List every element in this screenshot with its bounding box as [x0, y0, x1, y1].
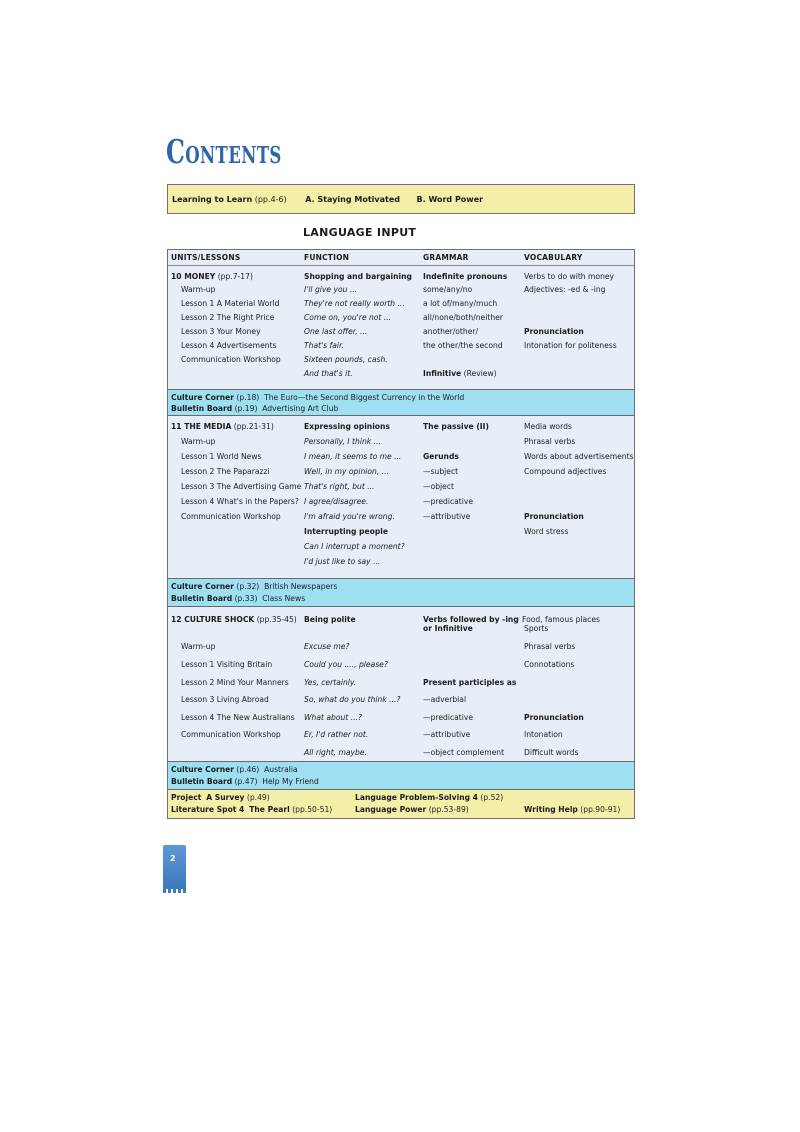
- lesson-item: Lesson 4 What's in the Papers?: [181, 497, 299, 506]
- function-item: And that's it.: [304, 369, 353, 378]
- learning-item-b: B. Word Power: [416, 195, 484, 204]
- function-item: What about ...?: [304, 713, 362, 722]
- grammar-title-2: Gerunds: [423, 452, 459, 461]
- pronunciation-item: Word stress: [524, 527, 569, 536]
- vocab-item: Adjectives: -ed & -ing: [524, 285, 606, 294]
- bulletin-board-line: Bulletin Board (p.33) Class News: [171, 594, 306, 603]
- function-item: Well, in my opinion, ...: [304, 467, 389, 476]
- pronunciation-item: Intonation: [524, 730, 563, 739]
- vocab-item: Words about advertisements: [524, 452, 634, 461]
- lesson-item: Lesson 4 Advertisements: [181, 341, 277, 350]
- pronunciation-item: Difficult words: [524, 748, 579, 757]
- grammar-item: all/none/both/neither: [423, 313, 503, 322]
- bulletin-board-line: Bulletin Board (p.47) Help My Friend: [171, 777, 319, 786]
- header-function: FUNCTION: [304, 253, 350, 262]
- grammar-title-2: Present participles as: [423, 678, 517, 687]
- grammar-title-2: Infinitive (Review): [423, 369, 497, 378]
- learning-label: Learning to Learn: [172, 195, 253, 204]
- grammar-item: —predicative: [423, 497, 474, 506]
- unit-12-extras-band: [168, 761, 634, 790]
- lesson-item: Lesson 3 Living Abroad: [181, 695, 269, 704]
- pronunciation-item: Intonation for politeness: [524, 341, 617, 350]
- grammar-item: the other/the second: [423, 341, 503, 350]
- grammar-title-cont: or Infinitive: [423, 624, 473, 633]
- vocab-item: Food, famous places: [522, 615, 600, 624]
- grammar-item: —object: [423, 482, 454, 491]
- footer-band: [168, 790, 634, 818]
- function-item: Yes, certainly.: [304, 678, 357, 687]
- function-item: One last offer, ...: [304, 327, 368, 336]
- grammar-item: some/any/no: [423, 285, 473, 294]
- lesson-item: Lesson 3 Your Money: [181, 327, 261, 336]
- grammar-item: —object complement: [423, 748, 505, 757]
- grammar-item: another/other/: [423, 327, 479, 336]
- function-item: Er, I'd rather not.: [304, 730, 369, 739]
- pronunciation-title: Pronunciation: [524, 327, 584, 336]
- lesson-item: Lesson 3 The Advertising Game: [181, 482, 302, 491]
- pronunciation-title: Pronunciation: [524, 512, 584, 521]
- function-item: I'll give you ...: [304, 285, 358, 294]
- unit-title: 12 CULTURE SHOCK (pp.35-45): [171, 615, 297, 624]
- vocab-item: Phrasal verbs: [524, 437, 576, 446]
- vocab-item: Compound adjectives: [524, 467, 607, 476]
- function-item: Sixteen pounds, cash.: [304, 355, 388, 364]
- grammar-item: —adverbial: [423, 695, 467, 704]
- grammar-item: a lot of/many/much: [423, 299, 498, 308]
- page-number-tab: [163, 845, 186, 889]
- project-line: Project A Survey (p.49): [171, 793, 270, 802]
- function-item: I agree/disagree.: [304, 497, 369, 506]
- function-item: Could you ...., please?: [304, 660, 388, 669]
- header-units: UNITS/LESSONS: [171, 253, 241, 262]
- unit-10-extras-band: [168, 389, 634, 416]
- function-item: I'd just like to say ...: [304, 557, 381, 566]
- lesson-item: Communication Workshop: [181, 512, 281, 521]
- literature-spot-line: Literature Spot 4 The Pearl (pp.50-51): [171, 805, 333, 814]
- unit-10-block: [168, 267, 634, 389]
- lesson-item: Warm-up: [181, 437, 216, 446]
- culture-corner-line: Culture Corner (p.18) The Euro—the Second Biggest Currency in the World: [171, 393, 465, 402]
- function-item: They're not really worth ...: [304, 299, 405, 308]
- vocab-item: Connotations: [524, 660, 575, 669]
- function-title-2: Interrupting people: [304, 527, 389, 536]
- grammar-title: The passive (II): [423, 422, 489, 431]
- vocab-item: Verbs to do with money: [524, 272, 615, 281]
- lesson-item: Warm-up: [181, 642, 216, 651]
- lesson-item: Communication Workshop: [181, 355, 281, 364]
- culture-corner-line: Culture Corner (p.32) British Newspapers: [171, 582, 338, 591]
- unit-12-block: [168, 608, 634, 761]
- lesson-item: Lesson 1 World News: [181, 452, 262, 461]
- grammar-title: Indefinite pronouns: [423, 272, 508, 281]
- function-item: That's right, but ...: [304, 482, 375, 491]
- contents-table: [167, 249, 635, 819]
- vocab-item: Media words: [524, 422, 572, 431]
- learning-pages: (pp.4-6): [254, 195, 287, 204]
- unit-title: 10 MONEY (pp.7-17): [171, 272, 253, 281]
- grammar-item: —attributive: [423, 730, 471, 739]
- language-problem-solving-line: Language Problem-Solving 4 (p.52): [355, 793, 504, 802]
- page-title: Contents: [166, 132, 282, 171]
- grammar-item: —predicative: [423, 713, 474, 722]
- lesson-item: Lesson 1 A Material World: [181, 299, 280, 308]
- lesson-item: Lesson 2 Mind Your Manners: [181, 678, 289, 687]
- section-heading: LANGUAGE INPUT: [303, 226, 417, 239]
- function-item: I'm afraid you're wrong.: [304, 512, 395, 521]
- learning-to-learn-box: [167, 184, 635, 214]
- page-number: 2: [170, 854, 176, 863]
- unit-11-block: [168, 417, 634, 578]
- header-vocabulary: VOCABULARY: [524, 253, 583, 262]
- table-header-row: [168, 250, 634, 266]
- learning-item-a: A. Staying Motivated: [305, 195, 400, 204]
- function-title: Shopping and bargaining: [304, 272, 412, 281]
- header-grammar: GRAMMAR: [423, 253, 469, 262]
- vocab-item: Sports: [524, 624, 549, 633]
- function-item: So, what do you think ...?: [304, 695, 401, 704]
- lesson-item: Communication Workshop: [181, 730, 281, 739]
- writing-help-line: Writing Help (pp.90-91): [524, 805, 621, 814]
- grammar-title: Verbs followed by -ing: [423, 615, 519, 624]
- grammar-item: —attributive: [423, 512, 471, 521]
- language-power-line: Language Power (pp.53-89): [355, 805, 469, 814]
- function-item: Come on, you're not ...: [304, 313, 392, 322]
- function-item: That's fair.: [304, 341, 344, 350]
- culture-corner-line: Culture Corner (p.46) Australia: [171, 765, 298, 774]
- unit-title: 11 THE MEDIA (pp.21-31): [171, 422, 274, 431]
- vocab-item: Phrasal verbs: [524, 642, 576, 651]
- function-title: Being polite: [304, 615, 356, 624]
- function-item: Excuse me?: [304, 642, 350, 651]
- lesson-item: Lesson 4 The New Australians: [181, 713, 295, 722]
- bulletin-board-line: Bulletin Board (p.19) Advertising Art Club: [171, 404, 339, 413]
- grammar-item: —subject: [423, 467, 459, 476]
- function-item: All right, maybe.: [304, 748, 367, 757]
- lesson-item: Lesson 2 The Right Price: [181, 313, 275, 322]
- function-item: I mean, it seems to me ...: [304, 452, 402, 461]
- lesson-item: Warm-up: [181, 285, 216, 294]
- unit-11-extras-band: [168, 578, 634, 607]
- function-title: Expressing opinions: [304, 422, 390, 431]
- lesson-item: Lesson 2 The Paparazzi: [181, 467, 270, 476]
- pronunciation-title: Pronunciation: [524, 713, 584, 722]
- lesson-item: Lesson 1 Visiting Britain: [181, 660, 273, 669]
- function-item: Personally, I think ...: [304, 437, 381, 446]
- function-item: Can I interrupt a moment?: [304, 542, 405, 551]
